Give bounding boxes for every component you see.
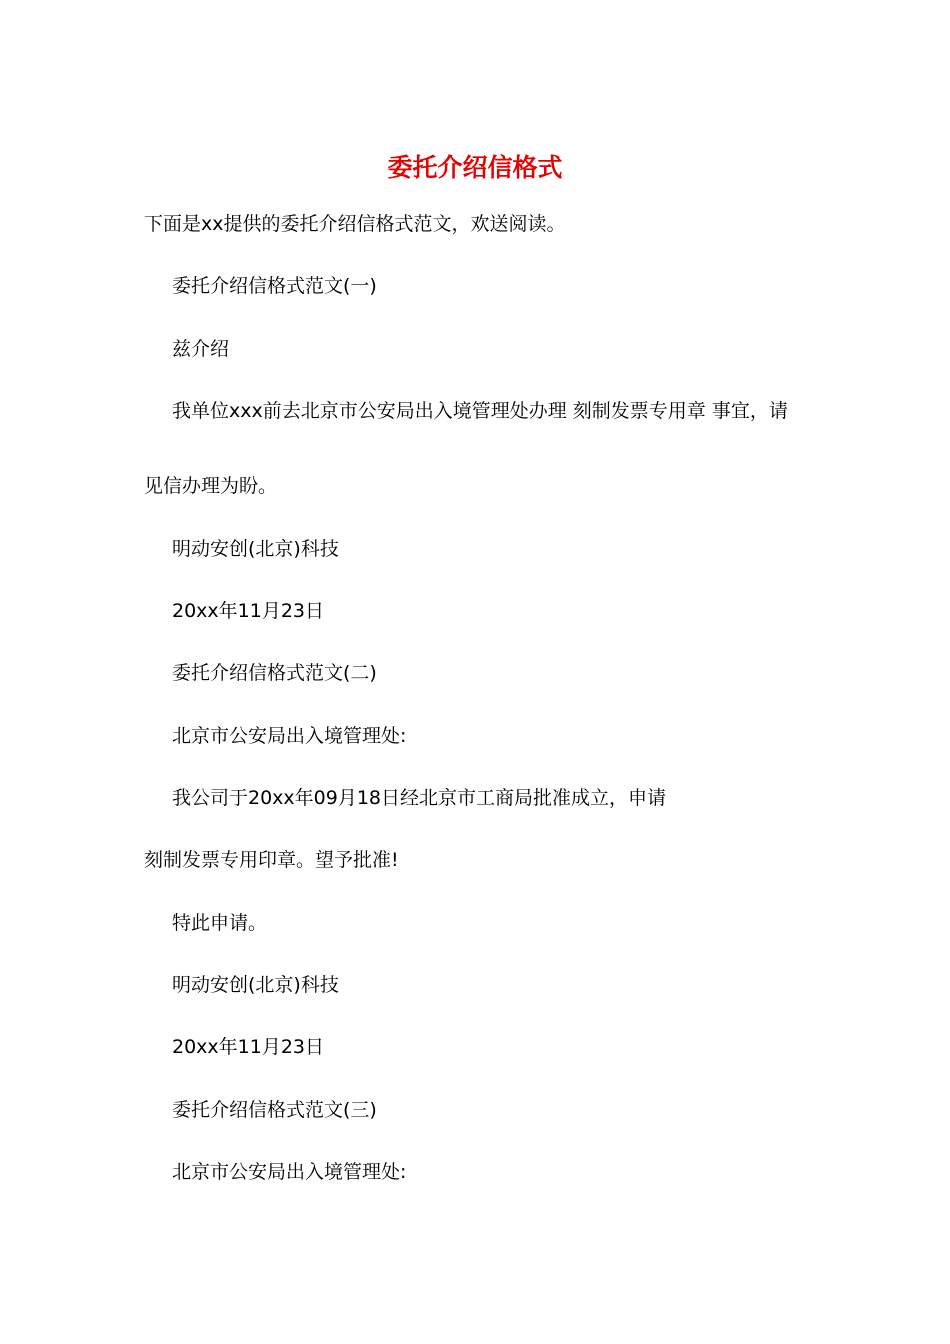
paragraph-line: 我单位xxx前去北京市公安局出入境管理处办理 刻制发票专用章 事宜，请	[172, 400, 788, 422]
signature-org: 明动安创(北京)科技	[172, 538, 339, 560]
paragraph-line: 我公司于20xx年09月18日经北京市工商局批准成立，申请	[172, 787, 667, 809]
section-heading-2: 委托介绍信格式范文(二)	[172, 662, 377, 684]
addressee-line: 北京市公安局出入境管理处:	[172, 1161, 407, 1183]
addressee-line: 北京市公安局出入境管理处:	[172, 725, 407, 747]
document-title: 委托介绍信格式	[387, 153, 563, 182]
signature-date: 20xx年11月23日	[172, 600, 325, 622]
paragraph-line: 刻制发票专用印章。望予批准!	[144, 849, 399, 871]
signature-org: 明动安创(北京)科技	[172, 974, 339, 996]
intro-line: 下面是xx提供的委托介绍信格式范文，欢送阅读。	[144, 213, 566, 235]
section-heading-3: 委托介绍信格式范文(三)	[172, 1099, 377, 1121]
paragraph-line: 见信办理为盼。	[144, 475, 278, 497]
signature-date: 20xx年11月23日	[172, 1036, 325, 1058]
paragraph-line: 兹介绍	[172, 338, 230, 360]
paragraph-line: 特此申请。	[172, 912, 268, 934]
section-heading-1: 委托介绍信格式范文(一)	[172, 275, 377, 297]
